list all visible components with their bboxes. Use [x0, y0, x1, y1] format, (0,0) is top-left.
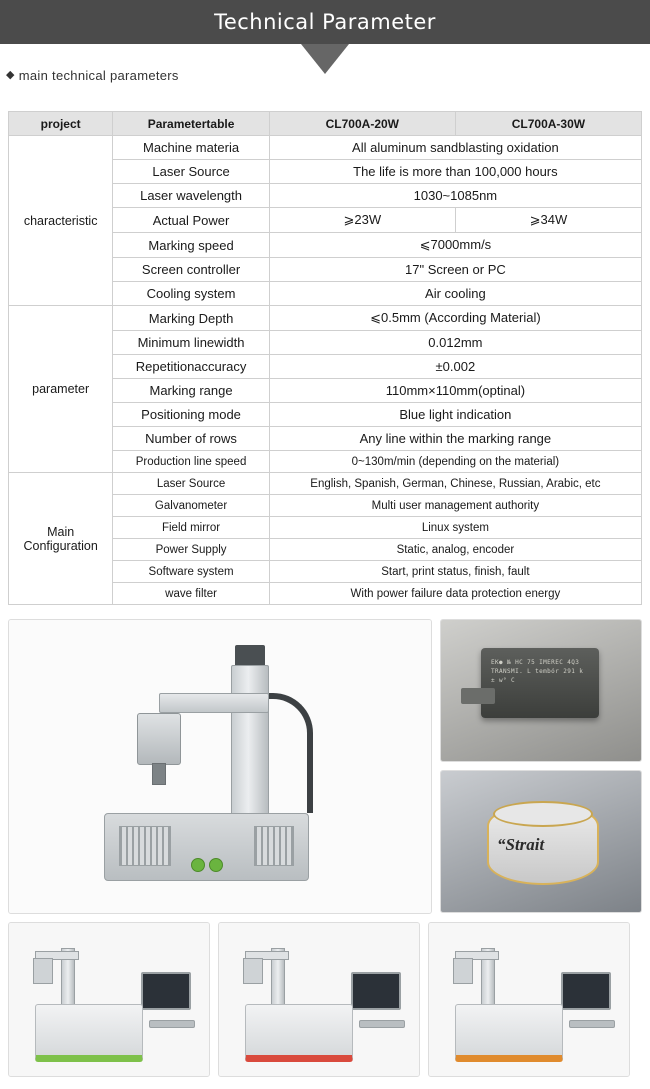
machine-arm	[159, 693, 269, 713]
machine-lens	[152, 763, 166, 785]
machine-vent-right	[254, 826, 294, 866]
row-value: All aluminum sandblasting oxidation	[269, 136, 641, 160]
component-terminal	[461, 688, 495, 704]
row-label: Marking Depth	[113, 306, 269, 331]
table-header-row	[9, 112, 642, 136]
row-label: Positioning mode	[113, 403, 269, 427]
photo-right-column	[440, 619, 642, 914]
row-value-30w: ⩾34W	[455, 208, 641, 233]
machine-column	[231, 665, 269, 815]
machine-laser-head	[137, 713, 181, 765]
row-label: Actual Power	[113, 208, 269, 233]
ring-marking-text: “Strait	[497, 835, 545, 854]
row-value: ⩽0.5mm (According Material)	[269, 306, 641, 331]
row-value-20w: ⩾23W	[269, 208, 455, 233]
row-label: Marking speed	[113, 233, 269, 258]
workstation-cabinet	[245, 1004, 353, 1062]
subheading-label: main technical parameters	[18, 68, 179, 83]
row-label: Software system	[113, 561, 269, 583]
diamond-bullet-icon: ◆	[6, 69, 15, 81]
page-banner	[0, 0, 650, 44]
group-label-main-configuration: Main Configuration	[9, 473, 113, 605]
row-value: Air cooling	[269, 282, 641, 306]
table-row	[9, 306, 642, 331]
workstation-keyboard	[569, 1020, 615, 1028]
row-value: 110mm×110mm(optinal)	[269, 379, 641, 403]
row-value: Linux system	[269, 517, 641, 539]
row-value: 1030~1085nm	[269, 184, 641, 208]
machine-cable	[267, 693, 313, 813]
row-value: ⩽7000mm/s	[269, 233, 641, 258]
row-value: Start, print status, finish, fault	[269, 561, 641, 583]
machine-illustration	[9, 620, 431, 913]
machine-vent-left	[119, 826, 171, 866]
workstation-laser-head	[33, 958, 53, 984]
workstation-cabinet	[455, 1004, 563, 1062]
row-label: Laser wavelength	[113, 184, 269, 208]
row-value: 17" Screen or PC	[269, 258, 641, 282]
photo-machine-main	[8, 619, 432, 914]
row-value: English, Spanish, German, Chinese, Russian, Arabic, etc	[269, 473, 641, 495]
row-label: Minimum linewidth	[113, 331, 269, 355]
workstation-monitor	[141, 972, 191, 1010]
workstation-monitor	[351, 972, 401, 1010]
row-label: Cooling system	[113, 282, 269, 306]
row-label: Power Supply	[113, 539, 269, 561]
row-label: Number of rows	[113, 427, 269, 451]
row-value: Any line within the marking range	[269, 427, 641, 451]
spec-table	[8, 111, 642, 605]
spec-table-head	[9, 112, 642, 136]
photo-marked-component	[440, 619, 642, 762]
workstation-laser-head	[243, 958, 263, 984]
ring-inner-rim	[493, 801, 593, 827]
row-label: Marking range	[113, 379, 269, 403]
workstation-keyboard	[149, 1020, 195, 1028]
workstation-cabinet	[35, 1004, 143, 1062]
row-label: Screen controller	[113, 258, 269, 282]
row-value: ±0.002	[269, 355, 641, 379]
group-label-characteristic: characteristic	[9, 136, 113, 306]
photo-gallery-top	[8, 619, 642, 914]
page-title: Technical Parameter	[214, 10, 436, 34]
workstation-monitor	[561, 972, 611, 1010]
spec-table-wrapper	[8, 111, 642, 605]
header-parametertable: Parametertable	[113, 112, 269, 136]
header-project: project	[9, 112, 113, 136]
row-label: Laser Source	[113, 473, 269, 495]
component-marking-text: EK● № HC 75 IMEREC 4Q3 TRANSMI. L tembór 291 k ± w° C	[491, 659, 584, 684]
header-cl700a-30w: CL700A-30W	[455, 112, 641, 136]
row-label: Repetitionaccuracy	[113, 355, 269, 379]
row-value: 0.012mm	[269, 331, 641, 355]
row-label: Field mirror	[113, 517, 269, 539]
row-value: Blue light indication	[269, 403, 641, 427]
photo-workstation-1	[8, 922, 210, 1077]
photo-workstation-3	[428, 922, 630, 1077]
row-value: The life is more than 100,000 hours	[269, 160, 641, 184]
component-body	[481, 648, 599, 718]
machine-indicator-1	[191, 858, 205, 872]
row-label: Machine materia	[113, 136, 269, 160]
banner-arrow-icon	[301, 44, 349, 74]
row-value: With power failure data protection energy	[269, 583, 641, 605]
machine-indicator-2	[209, 858, 223, 872]
photo-gallery-bottom	[8, 922, 642, 1077]
row-label: wave filter	[113, 583, 269, 605]
row-value: 0~130m/min (depending on the material)	[269, 451, 641, 473]
header-cl700a-20w: CL700A-20W	[269, 112, 455, 136]
row-value: Static, analog, encoder	[269, 539, 641, 561]
row-label: Production line speed	[113, 451, 269, 473]
group-label-parameter: parameter	[9, 306, 113, 473]
table-row	[9, 136, 642, 160]
machine-base	[104, 813, 309, 881]
machine-top-cap	[235, 645, 265, 667]
row-value: Multi user management authority	[269, 495, 641, 517]
photo-workstation-2	[218, 922, 420, 1077]
photo-marked-ring	[440, 770, 642, 913]
workstation-laser-head	[453, 958, 473, 984]
table-row	[9, 473, 642, 495]
spec-table-body	[9, 136, 642, 605]
workstation-keyboard	[359, 1020, 405, 1028]
row-label: Laser Source	[113, 160, 269, 184]
row-label: Galvanometer	[113, 495, 269, 517]
